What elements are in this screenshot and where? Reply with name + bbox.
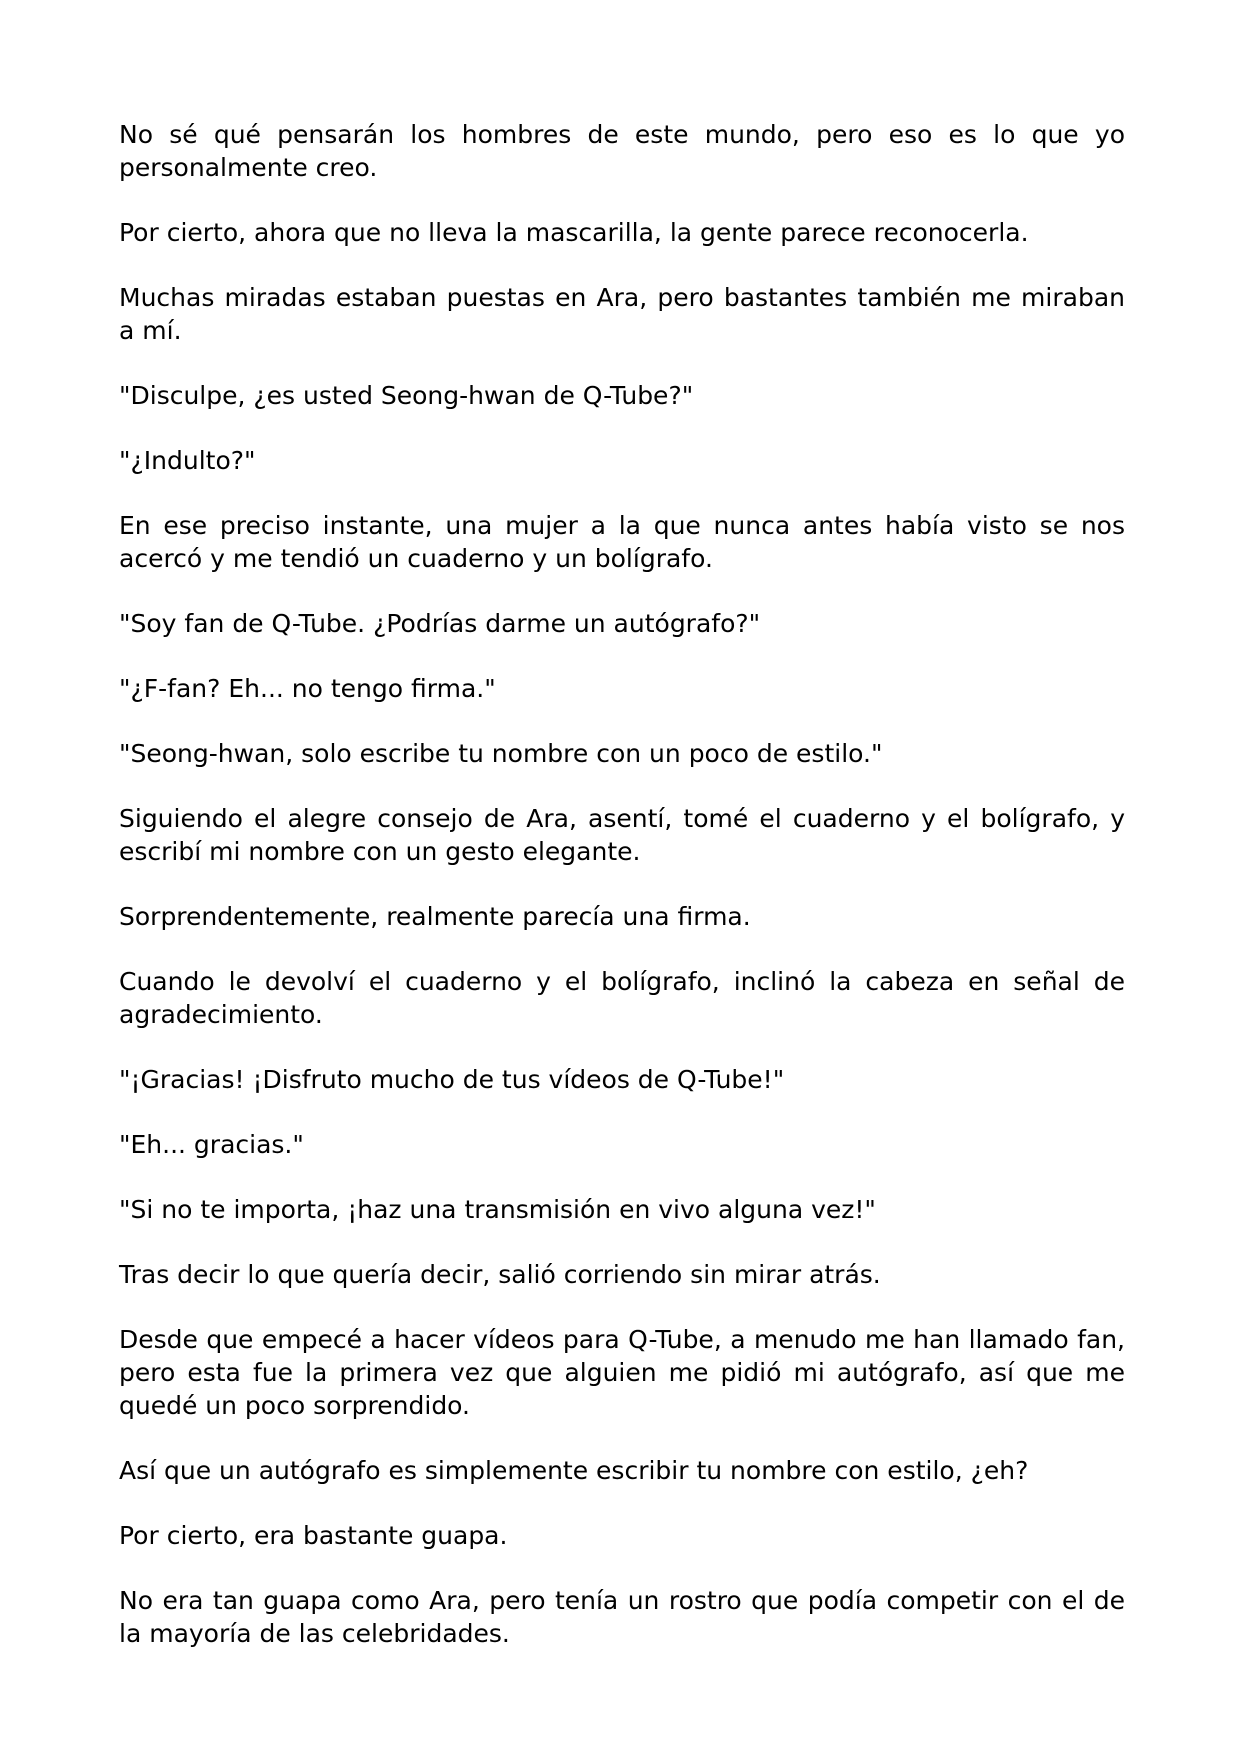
paragraph: Cuando le devolví el cuaderno y el bolígrafo, inclinó la cabeza en señal de agradecimiento. bbox=[119, 967, 1125, 1029]
paragraph: "Disculpe, ¿es usted Seong-hwan de Q-Tube?" bbox=[119, 381, 694, 410]
paragraph: Sorprendentemente, realmente parecía una firma. bbox=[119, 902, 751, 931]
paragraph: Por cierto, era bastante guapa. bbox=[119, 1521, 508, 1550]
document-body bbox=[119, 118, 1125, 1682]
paragraph: "Soy fan de Q-Tube. ¿Podrías darme un autógrafo?" bbox=[119, 609, 761, 638]
paragraph: No sé qué pensarán los hombres de este mundo, pero eso es lo que yo personalmente creo. bbox=[119, 120, 1125, 182]
paragraph: "¿Indulto?" bbox=[119, 446, 256, 475]
paragraph: Muchas miradas estaban puestas en Ara, pero bastantes también me miraban a mí. bbox=[119, 283, 1125, 345]
paragraph: Tras decir lo que quería decir, salió corriendo sin mirar atrás. bbox=[119, 1260, 881, 1289]
paragraph: No era tan guapa como Ara, pero tenía un rostro que podía competir con el de la mayoría de las celebridades. bbox=[119, 1586, 1125, 1648]
paragraph: "Seong-hwan, solo escribe tu nombre con un poco de estilo." bbox=[119, 739, 883, 768]
paragraph: En ese preciso instante, una mujer a la que nunca antes había visto se nos acercó y me tendió un cuaderno y un bolígrafo. bbox=[119, 511, 1125, 573]
paragraph: Así que un autógrafo es simplemente escribir tu nombre con estilo, ¿eh? bbox=[119, 1456, 1029, 1485]
paragraph: "Eh... gracias." bbox=[119, 1130, 304, 1159]
paragraph: "¿F-fan? Eh... no tengo firma." bbox=[119, 674, 496, 703]
paragraph: Siguiendo el alegre consejo de Ara, asentí, tomé el cuaderno y el bolígrafo, y escribí mi nombre con un gesto elegante. bbox=[119, 804, 1125, 866]
paragraph: Desde que empecé a hacer vídeos para Q-Tube, a menudo me han llamado fan, pero esta fue la primera vez que alguien me pidió mi autógrafo, así que me quedé un poco sorprendido. bbox=[119, 1325, 1125, 1420]
paragraph: "¡Gracias! ¡Disfruto mucho de tus vídeos de Q-Tube!" bbox=[119, 1065, 785, 1094]
paragraph: "Si no te importa, ¡haz una transmisión en vivo alguna vez!" bbox=[119, 1195, 876, 1224]
paragraph: Por cierto, ahora que no lleva la mascarilla, la gente parece reconocerla. bbox=[119, 218, 1029, 247]
